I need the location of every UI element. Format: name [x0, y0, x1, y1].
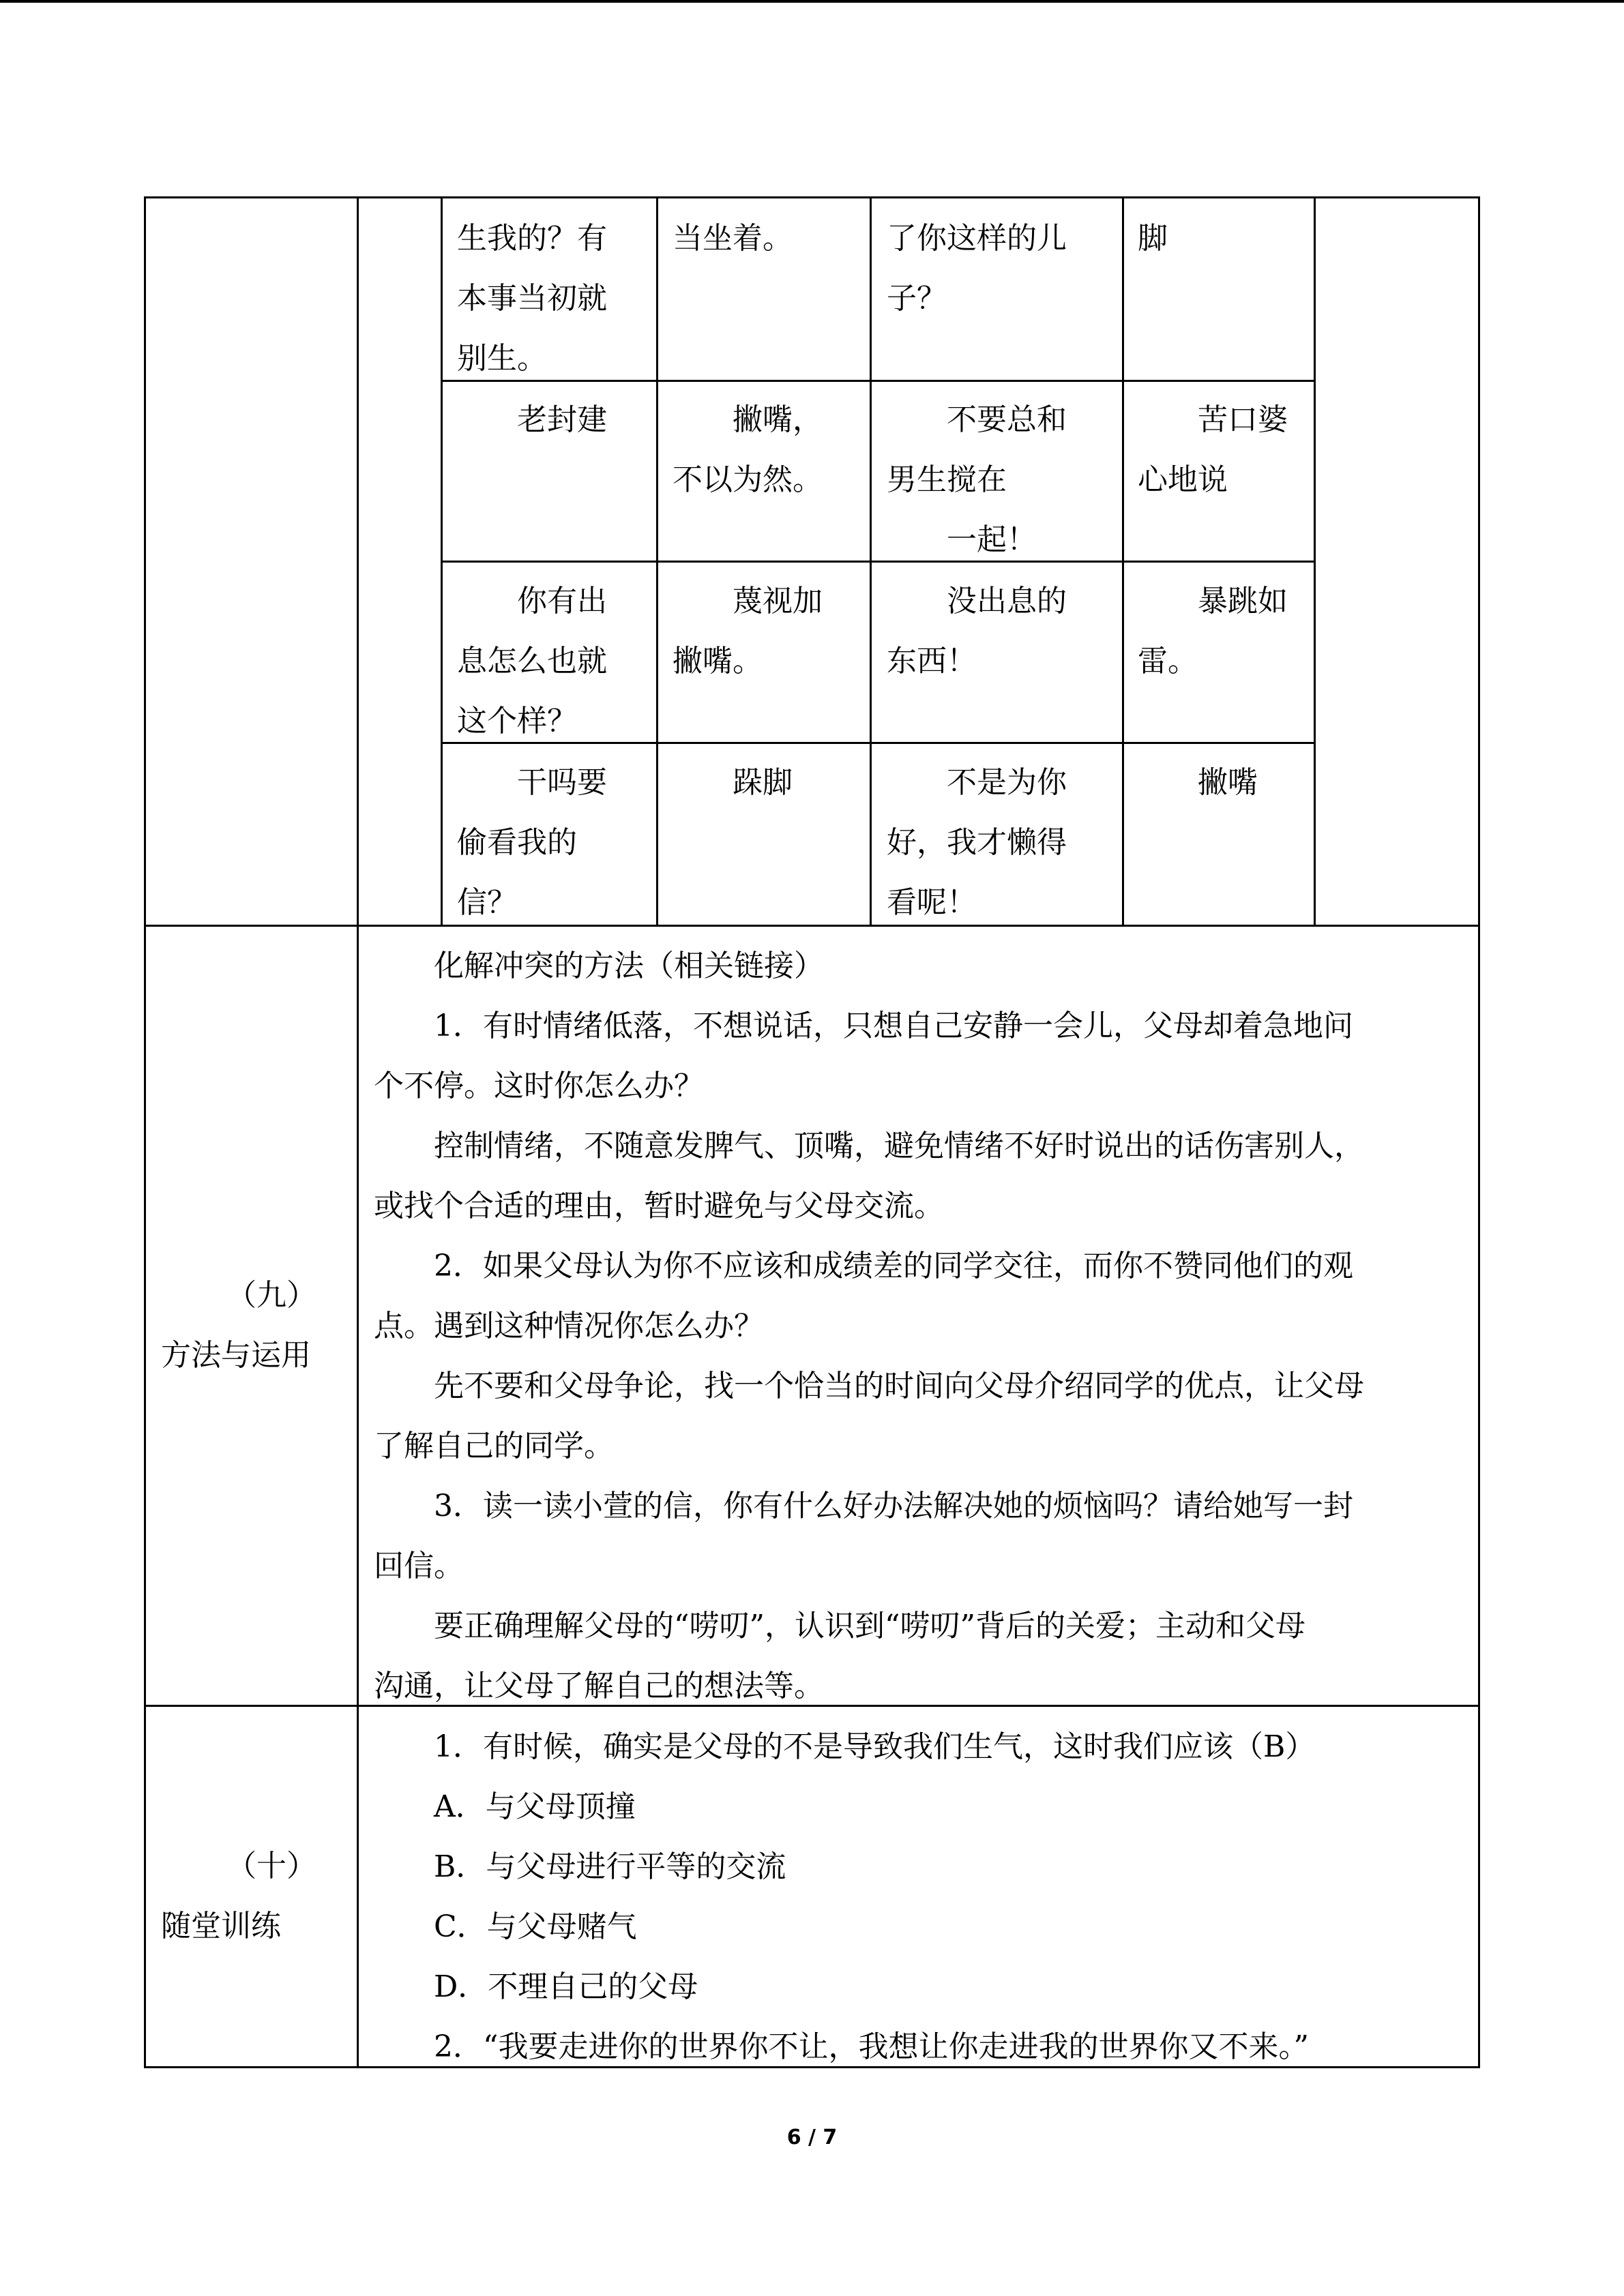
- table-cell: 你有出 息怎么也就 这个样？: [457, 584, 607, 739]
- paragraph-line: 3．读一读小萱的信，你有什么好办法解决她的烦恼吗？请给她写一封: [374, 1489, 1353, 1523]
- inner-table-row-sep: [441, 561, 1316, 563]
- table-cell: 撇嘴， 不以为然。: [673, 402, 823, 497]
- option-line: B．与父母进行平等的交流: [374, 1849, 786, 1884]
- paragraph-line: 1．有时情绪低落，不想说话，只想自己安静一会儿，父母却着急地问: [374, 1009, 1353, 1043]
- table-cell: 暴跳如 雷。: [1138, 584, 1288, 679]
- table-cell: 跺脚: [673, 765, 793, 800]
- paragraph-line: 或找个合适的理由，暂时避免与父母交流。: [374, 1189, 944, 1223]
- section9-content: [374, 936, 1364, 1716]
- table-cell: 生我的？有 本事当初就 别生。: [457, 221, 607, 376]
- top-rule: [0, 0, 1624, 3]
- table-cell: 不要总和 男生搅在 一起！: [887, 402, 1067, 557]
- table-cell: 了你这样的儿 子？: [887, 221, 1067, 316]
- paragraph-line: 控制情绪，不随意发脾气、顶嘴，避免情绪不好时说出的话伤害别人，: [374, 1129, 1364, 1163]
- page-number: 6 / 7: [786, 2126, 838, 2149]
- outer-border-top: [144, 196, 1480, 198]
- table-cell: 不是为你 好，我才懒得 看呢！: [887, 765, 1067, 920]
- outer-border-right: [1478, 196, 1480, 2068]
- label-column-divider: [357, 196, 359, 2068]
- table-cell: 脚: [1138, 221, 1168, 256]
- table-cell: 老封建: [457, 402, 607, 437]
- table-cell: 苦口婆 心地说: [1138, 402, 1288, 497]
- paragraph-line: 回信。: [374, 1549, 464, 1583]
- outer-border-left: [144, 196, 146, 2068]
- table-cell: 没出息的 东西！: [887, 584, 1067, 679]
- section10-content: [374, 1717, 1315, 2077]
- question-line: 1．有时候，确实是父母的不是导致我们生气，这时我们应该（B）: [374, 1729, 1316, 1764]
- paragraph-line: 点。遇到这种情况你怎么办？: [374, 1309, 764, 1343]
- paragraph-line: 化解冲突的方法（相关链接）: [374, 949, 824, 983]
- section9-top-divider: [144, 925, 1480, 927]
- table-cell: 当坐着。: [673, 221, 793, 256]
- paragraph-line: 要正确理解父母的“唠叨”，认识到“唠叨”背后的关爱；主动和父母: [374, 1609, 1305, 1643]
- table-cell: 干吗要 偷看我的 信？: [457, 765, 607, 920]
- table-cell: 撇嘴: [1138, 765, 1258, 800]
- question-line: 2．“我要走进你的世界你不让，我想让你走进我的世界你又不来。”: [374, 2029, 1309, 2064]
- paragraph-line: 了解自己的同学。: [374, 1429, 614, 1463]
- section9-label: （九） 方法与运用: [161, 1278, 316, 1373]
- paragraph-line: 2．如果父母认为你不应该和成绩差的同学交往，而你不赞同他们的观: [374, 1249, 1353, 1283]
- table-cell: 蔑视加 撇嘴。: [673, 584, 823, 679]
- paragraph-line: 个不停。这时你怎么办？: [374, 1069, 704, 1103]
- section10-label: （十） 随堂训练: [161, 1849, 316, 1943]
- paragraph-line: 沟通，让父母了解自己的想法等。: [374, 1669, 824, 1703]
- option-line: A．与父母顶撞: [374, 1789, 636, 1824]
- option-line: C．与父母赌气: [374, 1909, 637, 1944]
- option-line: D．不理自己的父母: [374, 1969, 698, 2004]
- paragraph-line: 先不要和父母争论，找一个恰当的时间向父母介绍同学的优点，让父母: [374, 1369, 1364, 1403]
